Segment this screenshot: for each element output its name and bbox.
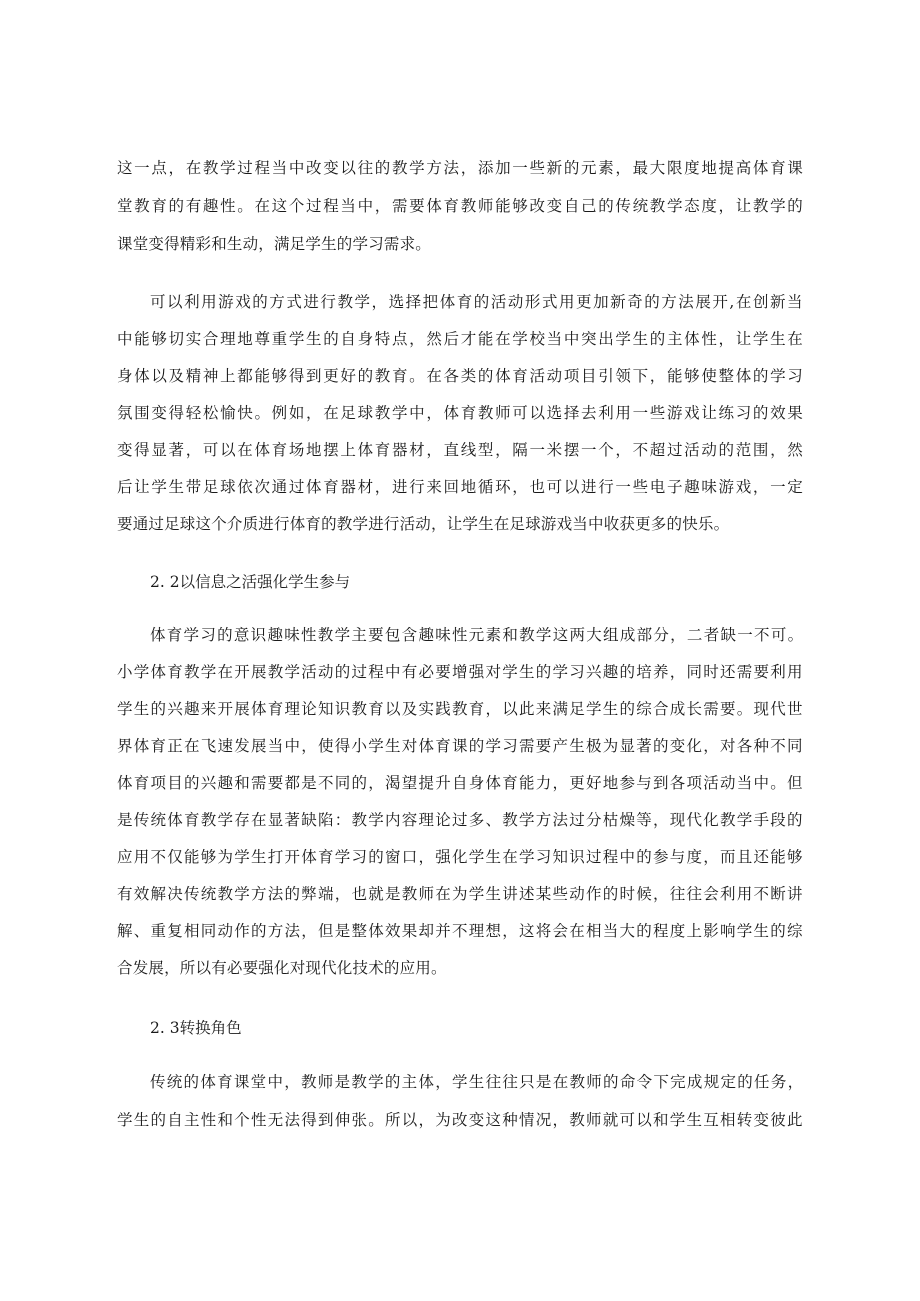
paragraph-3-line: 是传统体育教学存在显著缺陷：教学内容理论过多、教学方法过分枯燥等，现代化教学手段的 [117,811,804,829]
paragraph-1-line: 堂教育的有趣性。在这个过程当中，需要体育教师能够改变自己的传统教学态度，让教学的 [117,197,805,215]
section-heading-2-3: 2. 3转换角色 [150,1019,242,1037]
paragraph-3-line: 解、重复相同动作的方法，但是整体效果却并不理想，这将会在相当大的程度上影响学生的综 [117,922,804,940]
paragraph-2-line: 后让学生带足球依次通过体育器材，进行来回地循环，也可以进行一些电子趣味游戏，一定 [117,478,805,496]
paragraph-3-line: 合发展，所以有必要强化对现代化技术的应用。 [117,959,447,977]
paragraph-4-line: 学生的自主性和个性无法得到伸张。所以，为改变这种情况，教师就可以和学生互相转变彼此 [117,1111,804,1129]
paragraph-4-line: 传统的体育课堂中，教师是教学的主体，学生往往只是在教师的命令下完成规定的任务， [150,1073,805,1091]
paragraph-3-line: 界体育正在飞速发展当中，使得小学生对体育课的学习需要产生极为显著的变化，对各种不同 [117,737,804,755]
paragraph-3-line: 有效解决传统教学方法的弊端，也就是教师在为学生讲述某些动作的时候，往往会利用不断讲 [117,885,804,903]
paragraph-3-line: 应用不仅能够为学生打开体育学习的窗口，强化学生在学习知识过程中的参与度，而且还能够 [117,848,804,866]
section-heading-2-2: 2. 2以信息之活强化学生参与 [150,573,351,591]
paragraph-3-line: 体育项目的兴趣和需要都是不同的，渴望提升自身体育能力，更好地参与到各项活动当中。但 [117,774,804,792]
paragraph-2-line: 要通过足球这个介质进行体育的教学进行活动，让学生在足球游戏当中收获更多的快乐。 [117,515,730,533]
paragraph-1-line: 课堂变得精彩和生动，满足学生的学习需求。 [117,235,432,253]
paragraph-3-line: 学生的兴趣来开展体育理论知识教育以及实践教育，以此来满足学生的综合成长需要。现代世 [117,700,804,718]
paragraph-3-line: 小学体育教学在开展教学活动的过程中有必要增强对学生的学习兴趣的培养，同时还需要利用 [117,663,804,681]
paragraph-2-line: 中能够切实合理地尊重学生的自身特点，然后才能在学校当中突出学生的主体性，让学生在 [117,330,805,348]
paragraph-1-line: 这一点，在教学过程当中改变以往的教学方法，添加一些新的元素，最大限度地提高体育课 [117,159,805,177]
paragraph-2-line: 身体以及精神上都能够得到更好的教育。在各类的体育活动项目引领下，能够使整体的学习 [117,367,805,385]
paragraph-2-line: 变得显著，可以在体育场地摆上体育器材，直线型，隔一米摆一个，不超过活动的范围，然 [117,441,805,459]
paragraph-2-line: 可以利用游戏的方式进行教学，选择把体育的活动形式用更加新奇的方法展开,在创新当 [150,293,805,311]
paragraph-3-line: 体育学习的意识趣味性教学主要包含趣味性元素和教学这两大组成部分，二者缺一不可。 [150,626,805,644]
paragraph-2-line: 氛围变得轻松愉快。例如，在足球教学中，体育教师可以选择去利用一些游戏让练习的效果 [117,404,805,422]
